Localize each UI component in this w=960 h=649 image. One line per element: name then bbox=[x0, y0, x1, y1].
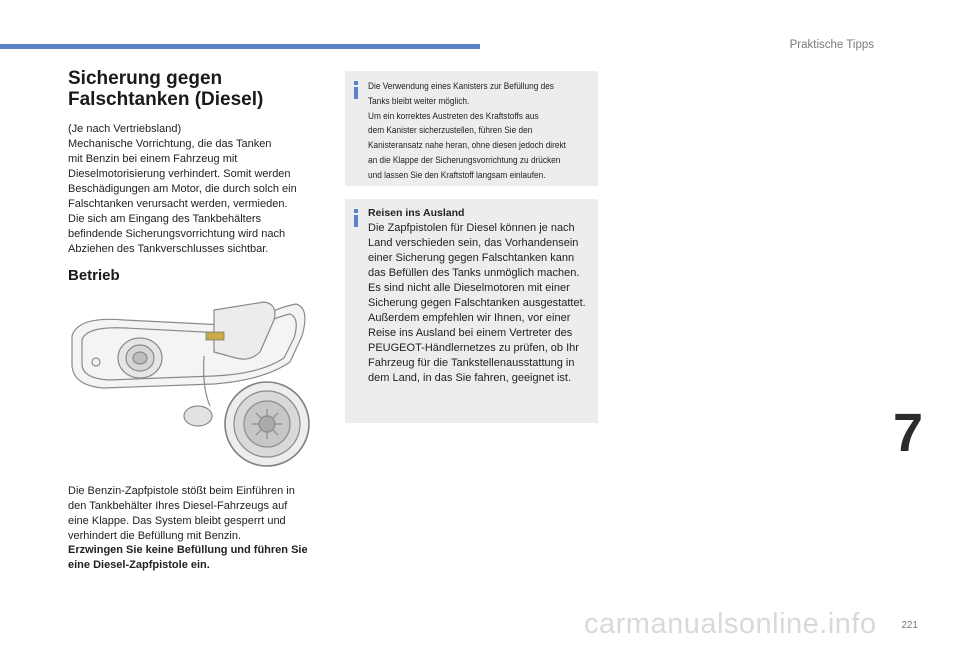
info-icon bbox=[352, 209, 360, 227]
info-box-canister bbox=[345, 71, 598, 186]
page-title: Sicherung gegen Falschtanken (Diesel) bbox=[68, 68, 264, 110]
info-icon bbox=[352, 81, 360, 99]
intro-paragraph: (Je nach Vertriebsland) Mechanische Vorrichtung, die das Tanken mit Benzin bei einem Fahrzeug mit Dieselmotorisierung verhindert. Somit werden Beschädigungen am Motor, die durch solch ein Falschtanken verursacht werden, vermieden. Die sich am Eingang des Tankbehälters befindende Sicherungsvorrichtung wird nach Abziehen des Tankverschlusses sichtbar. bbox=[68, 123, 297, 255]
left-column bbox=[68, 68, 330, 257]
header-accent-bar bbox=[0, 44, 480, 49]
fuel-filler-illustration bbox=[64, 296, 326, 472]
info-box-text: Die Zapfpistolen für Diesel können je nach Land verschieden sein, das Vorhandensein einer Sicherung gegen Falschtanken kann das Befüllen des Tanks unmöglich machen. Es sind nicht alle Dieselmotoren mit einer Sicherung gegen Falschtanken ausgestattet. Außerdem empfehlen wir Ihnen, vor einer Reise ins Ausland bei einem Vertreter des PEUGEOT-Händlernetzes zu prüfen, ob Ihr Fahrzeug für die Tankstellenausstattung in dem Land, in das Sie fahren, geeignet ist. bbox=[368, 222, 586, 384]
section-title: Praktische Tipps bbox=[789, 39, 874, 51]
chapter-number: 7 bbox=[893, 403, 924, 463]
info-box-text: Die Verwendung eines Kanisters zur Befüllung des Tanks bleibt weiter möglich. Um ein korrektes Austreten des Kraftstoffs aus dem Kanister sicherzustellen, führen Sie den Kanisteransatz nahe heran, ohne diesen jedoch direkt an die Klappe der Sicherungsvorrichtung zu drücken und lassen Sie den Kraftstoff langsam einlaufen. bbox=[368, 81, 566, 180]
info-box-heading: Reisen ins Ausland bbox=[368, 207, 465, 219]
operation-warning: Erzwingen Sie keine Befüllung und führen Sie eine Diesel-Zapfpistole ein. bbox=[68, 544, 308, 571]
operation-paragraph: Die Benzin-Zapfpistole stößt beim Einführen in den Tankbehälter Ihres Diesel-Fahrzeugs auf eine Klappe. Das System bleibt gesperrt und verhindert die Befüllung mit Benzin. bbox=[68, 485, 295, 542]
page-number: 221 bbox=[901, 620, 918, 631]
watermark: carmanualsonline.info bbox=[584, 608, 877, 640]
info-box-travel bbox=[345, 199, 598, 423]
section-heading-operation: Betrieb bbox=[68, 267, 120, 284]
